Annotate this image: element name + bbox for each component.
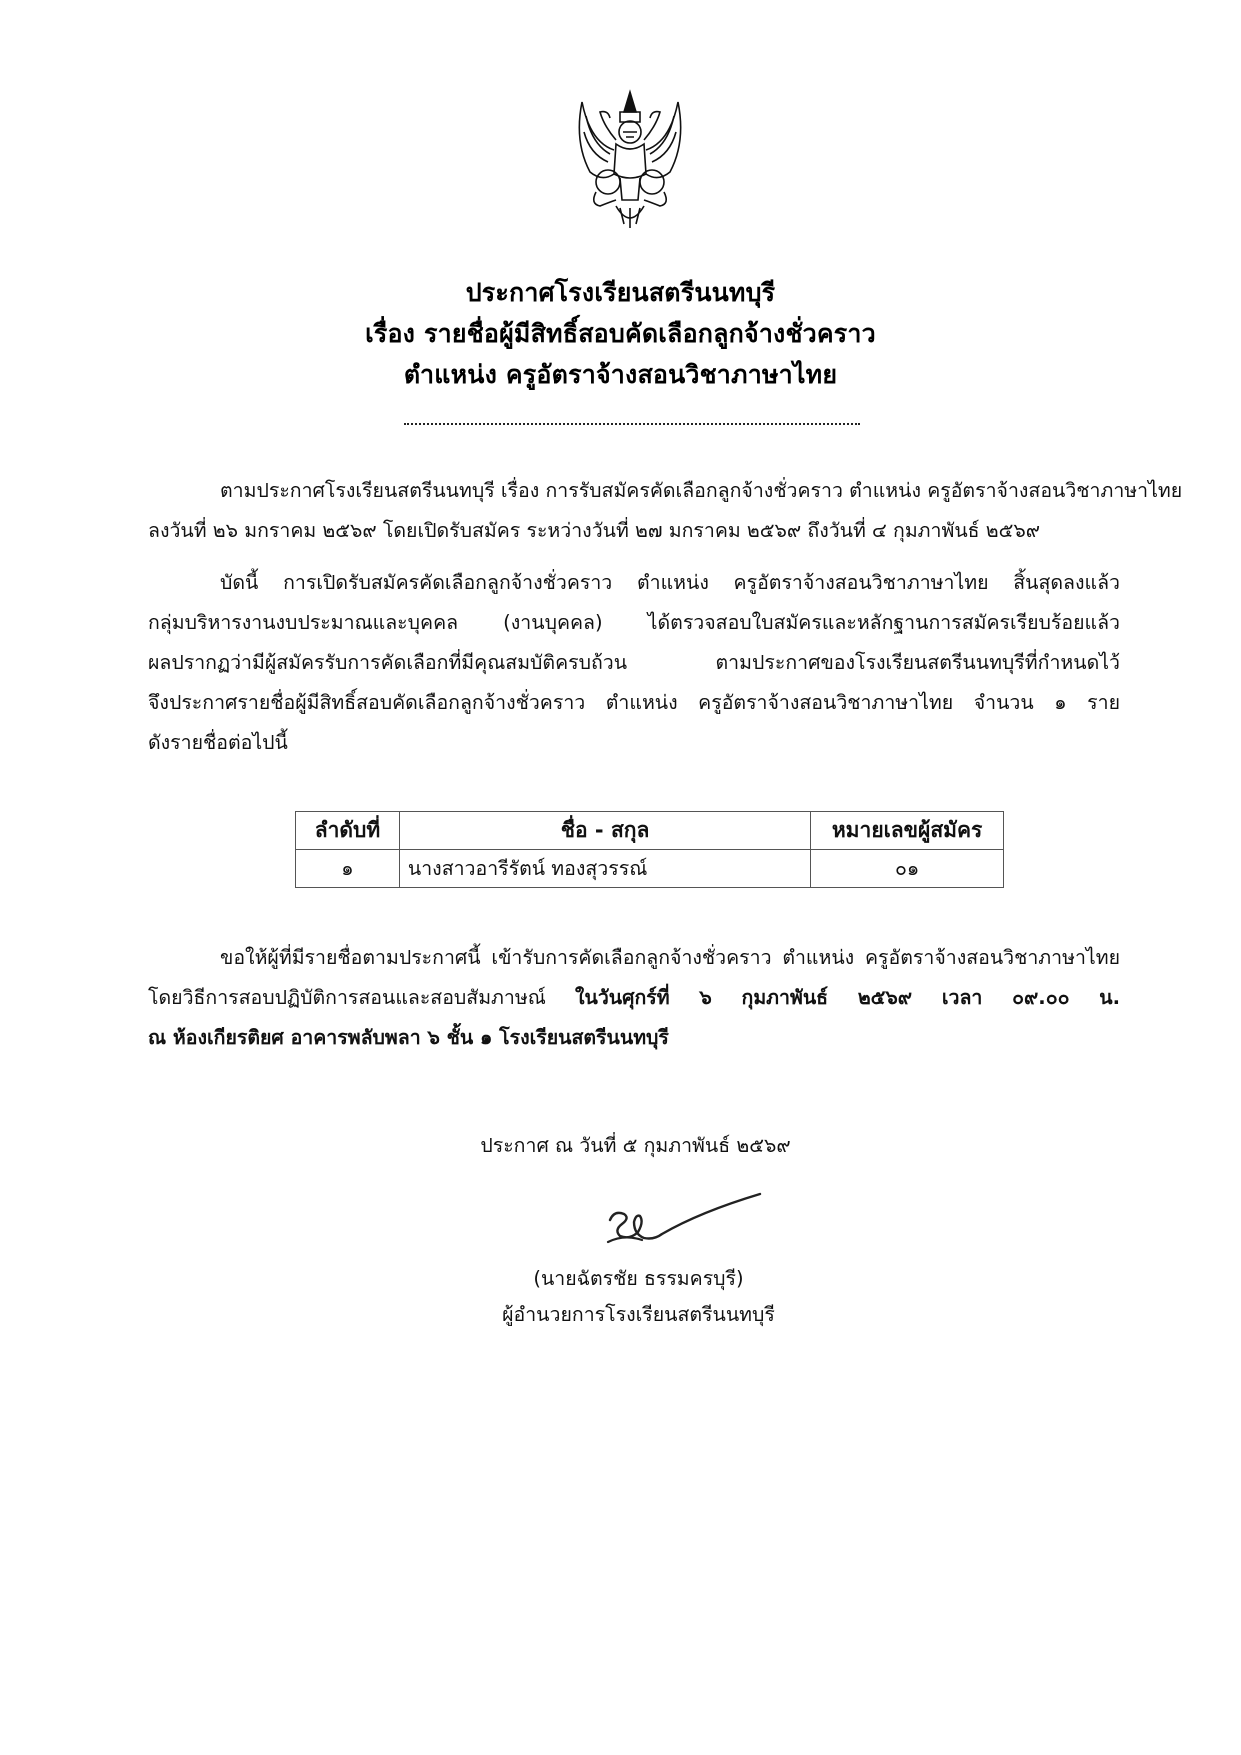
paragraph-instructions (148, 938, 1120, 1058)
paragraph2-line4: จึงประกาศรายชื่อผู้มีสิทธิ์สอบคัดเลือกลูกจ้างชั่วคราว ตำแหน่ง ครูอัตราจ้างสอนวิชาภาษาไทย จำนวน ๑ ราย (148, 691, 1120, 714)
cell-name: นางสาวอารีรัตน์ ทองสุวรรณ์ (399, 850, 810, 888)
handwritten-signature-icon (600, 1188, 770, 1258)
announcement-title (0, 272, 1241, 395)
paragraph1-line1: ตามประกาศโรงเรียนสตรีนนทบุรี เรื่อง การรับสมัครคัดเลือกลูกจ้างชั่วคราว ตำแหน่ง ครูอัตราจ้างสอนวิชาภาษาไทย (220, 479, 1183, 502)
column-header-applicant-number: หมายเลขผู้สมัคร (811, 812, 1004, 850)
paragraph2-line1: บัดนี้ การเปิดรับสมัครคัดเลือกลูกจ้างชั่วคราว ตำแหน่ง ครูอัตราจ้างสอนวิชาภาษาไทย สิ้นสุดลงแล้ว (220, 571, 1120, 594)
paragraph1-line2: ลงวันที่ ๒๖ มกราคม ๒๕๖๙ โดยเปิดรับสมัคร ระหว่างวันที่ ๒๗ มกราคม ๒๕๖๙ ถึงวันที่ ๔ กุมภาพันธ์ ๒๕๖๙ (148, 519, 1041, 542)
title-position: ตำแหน่ง ครูอัตราจ้างสอนวิชาภาษาไทย (403, 360, 838, 389)
applicant-table (295, 811, 1004, 888)
paragraph3-line2-regular: โดยวิธีการสอบปฏิบัติการสอนและสอบสัมภาษณ์ (148, 986, 575, 1009)
table-header-row (296, 812, 1004, 850)
table-row (296, 850, 1004, 888)
dotted-divider (404, 423, 860, 425)
announcement-date: ประกาศ ณ วันที่ ๕ กุมภาพันธ์ ๒๕๖๙ (480, 1134, 791, 1157)
paragraph2-line2: กลุ่มบริหารงานงบประมาณและบุคคล (งานบุคคล) ได้ตรวจสอบใบสมัครและหลักฐานการสมัครเรียบร้อยแล้ว (148, 611, 1120, 634)
signer-title: ผู้อำนวยการโรงเรียนสตรีนนทบุรี (502, 1303, 775, 1326)
garuda-emblem-icon (560, 82, 700, 232)
title-subject: เรื่อง รายชื่อผู้มีสิทธิ์สอบคัดเลือกลูกจ้างชั่วคราว (365, 319, 876, 348)
paragraph-reference (148, 471, 1183, 551)
cell-applicant-number: ๐๑ (811, 850, 1004, 888)
exam-location: ณ ห้องเกียรติยศ อาคารพลับพลา ๖ ชั้น ๑ โรงเรียนสตรีนนทบุรี (148, 1026, 669, 1049)
paragraph2-line5: ดังรายชื่อต่อไปนี้ (148, 731, 288, 754)
column-header-name: ชื่อ - สกุล (399, 812, 810, 850)
paragraph3-line1: ขอให้ผู้ที่มีรายชื่อตามประกาศนี้ เข้ารับการคัดเลือกลูกจ้างชั่วคราว ตำแหน่ง ครูอัตราจ้างสอนวิชาภาษาไทย (220, 946, 1120, 969)
signer-name: (นายฉัตรชัย ธรรมครบุรี) (533, 1267, 744, 1290)
paragraph-result (148, 563, 1120, 763)
column-header-order: ลำดับที่ (296, 812, 400, 850)
cell-order: ๑ (296, 850, 400, 888)
exam-datetime: ในวันศุกร์ที่ ๖ กุมภาพันธ์ ๒๕๖๙ เวลา ๐๙.๐๐ น. (574, 986, 1120, 1009)
title-school: ประกาศโรงเรียนสตรีนนทบุรี (465, 278, 776, 307)
paragraph2-line3: ผลปรากฏว่ามีผู้สมัครรับการคัดเลือกที่มีคุณสมบัติครบถ้วน ตามประกาศของโรงเรียนสตรีนนทบุรีที่กำหนดไว้ (148, 651, 1120, 674)
